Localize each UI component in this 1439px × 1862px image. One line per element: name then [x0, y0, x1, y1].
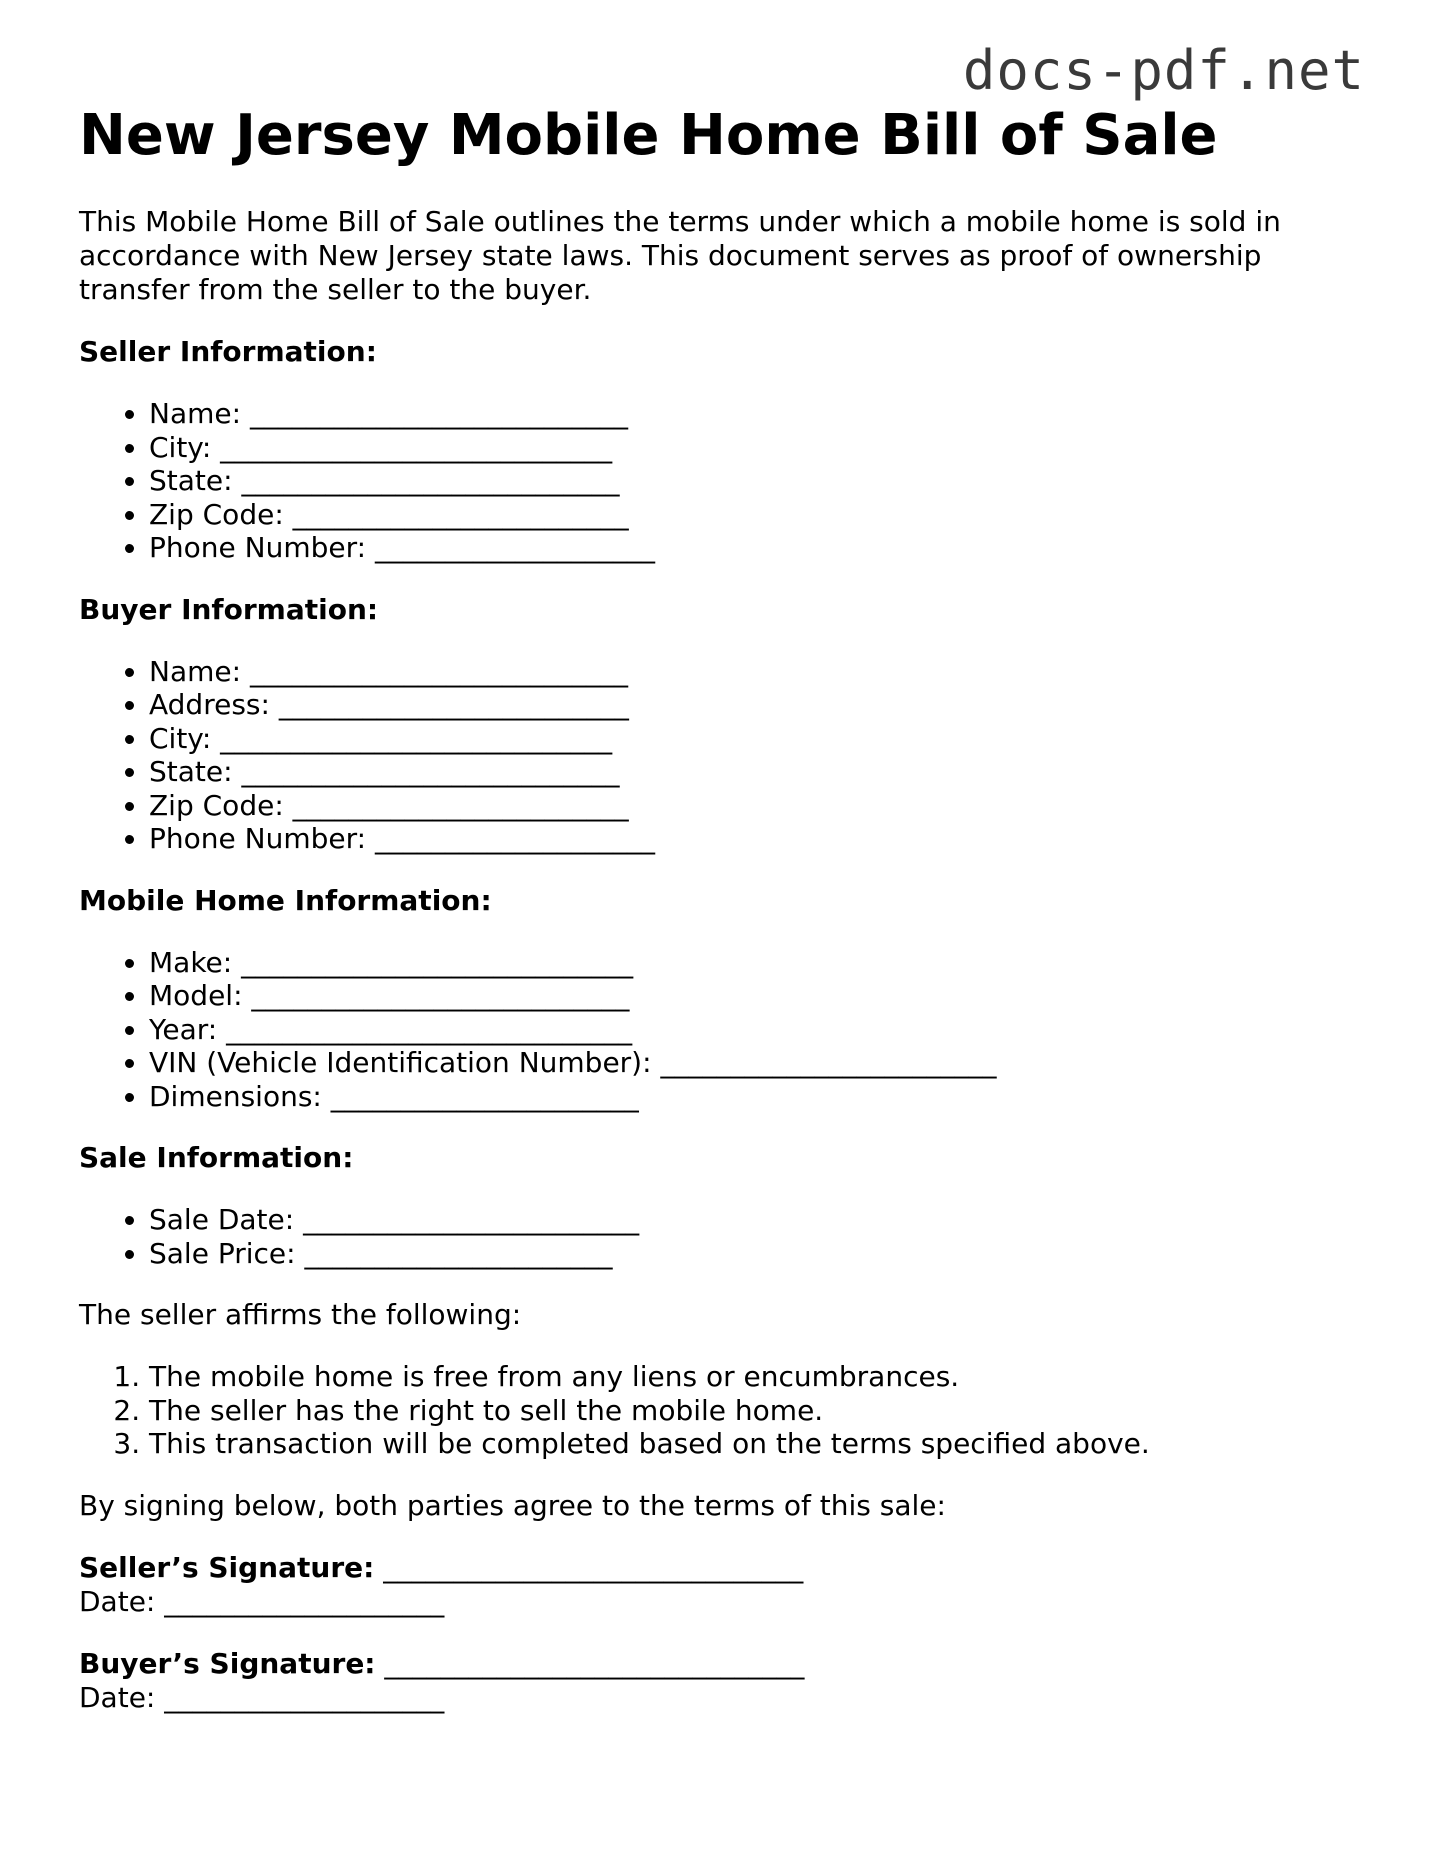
buyer-field-list	[79, 655, 1369, 856]
sale-section-heading: Sale Information:	[79, 1141, 354, 1175]
affirmation-item: 3. This transaction will be completed based on the terms specified above.	[149, 1427, 1369, 1461]
buyer-address-field[interactable]: • Address: _________________________	[149, 688, 1369, 722]
mobile-home-section-heading: Mobile Home Information:	[79, 883, 492, 917]
affirmation-list	[79, 1360, 1369, 1461]
buyer-phone-field[interactable]: • Phone Number: ____________________	[149, 822, 1369, 856]
seller-field-list	[79, 397, 1369, 565]
document-page	[79, 102, 1369, 1715]
affirmation-item: 1. The mobile home is free from any liens or encumbrances.	[149, 1360, 1369, 1394]
seller-zip-field[interactable]: • Zip Code: ________________________	[149, 498, 1369, 532]
sale-field-list	[79, 1203, 1369, 1270]
buyer-city-field[interactable]: • City: ____________________________	[149, 722, 1369, 756]
sale-price-field[interactable]: • Sale Price: ______________________	[149, 1237, 1369, 1271]
year-field[interactable]: • Year: _____________________________	[149, 1013, 1369, 1047]
seller-signature-line[interactable]: ______________________________	[383, 1550, 804, 1584]
mobile-home-field-list	[79, 946, 1369, 1114]
seller-signature-label: Seller’s Signature:	[79, 1550, 375, 1584]
affirmation-item: 2. The seller has the right to sell the mobile home.	[149, 1394, 1369, 1428]
seller-city-field[interactable]: • City: ____________________________	[149, 431, 1369, 465]
document-title: New Jersey Mobile Home Bill of Sale	[79, 103, 1218, 168]
seller-phone-field[interactable]: • Phone Number: ____________________	[149, 531, 1369, 565]
model-field[interactable]: • Model: ___________________________	[149, 979, 1369, 1013]
seller-section-heading: Seller Information:	[79, 335, 377, 369]
seller-state-field[interactable]: • State: ___________________________	[149, 464, 1369, 498]
dimensions-field[interactable]: • Dimensions: ______________________	[149, 1080, 1369, 1114]
buyer-signature-label: Buyer’s Signature:	[79, 1646, 376, 1680]
seller-name-field[interactable]: • Name: ___________________________	[149, 397, 1369, 431]
buyer-date-field[interactable]: Date: ____________________	[79, 1680, 445, 1714]
buyer-signature-block	[79, 1647, 1369, 1715]
agreement-text: By signing below, both parties agree to the terms of this sale:	[79, 1488, 946, 1522]
affirm-intro: The seller affirms the following:	[79, 1298, 522, 1332]
vin-field[interactable]: • VIN (Vehicle Identification Number): ________________________	[149, 1046, 1369, 1080]
sale-date-field[interactable]: • Sale Date: ________________________	[149, 1203, 1369, 1237]
buyer-zip-field[interactable]: • Zip Code: ________________________	[149, 789, 1369, 823]
seller-signature-block	[79, 1551, 1369, 1619]
buyer-state-field[interactable]: • State: ___________________________	[149, 755, 1369, 789]
buyer-section-heading: Buyer Information:	[79, 592, 379, 626]
make-field[interactable]: • Make: ____________________________	[149, 946, 1369, 980]
seller-date-field[interactable]: Date: ____________________	[79, 1584, 445, 1618]
buyer-signature-line[interactable]: ______________________________	[384, 1646, 805, 1680]
watermark: docs-pdf.net	[962, 39, 1365, 102]
buyer-name-field[interactable]: • Name: ___________________________	[149, 655, 1369, 689]
intro-paragraph: This Mobile Home Bill of Sale outlines the terms under which a mobile home is sold in accordance with New Jersey state laws. This document serves as proof of ownership transfer from the seller to the buyer.	[79, 205, 1281, 307]
